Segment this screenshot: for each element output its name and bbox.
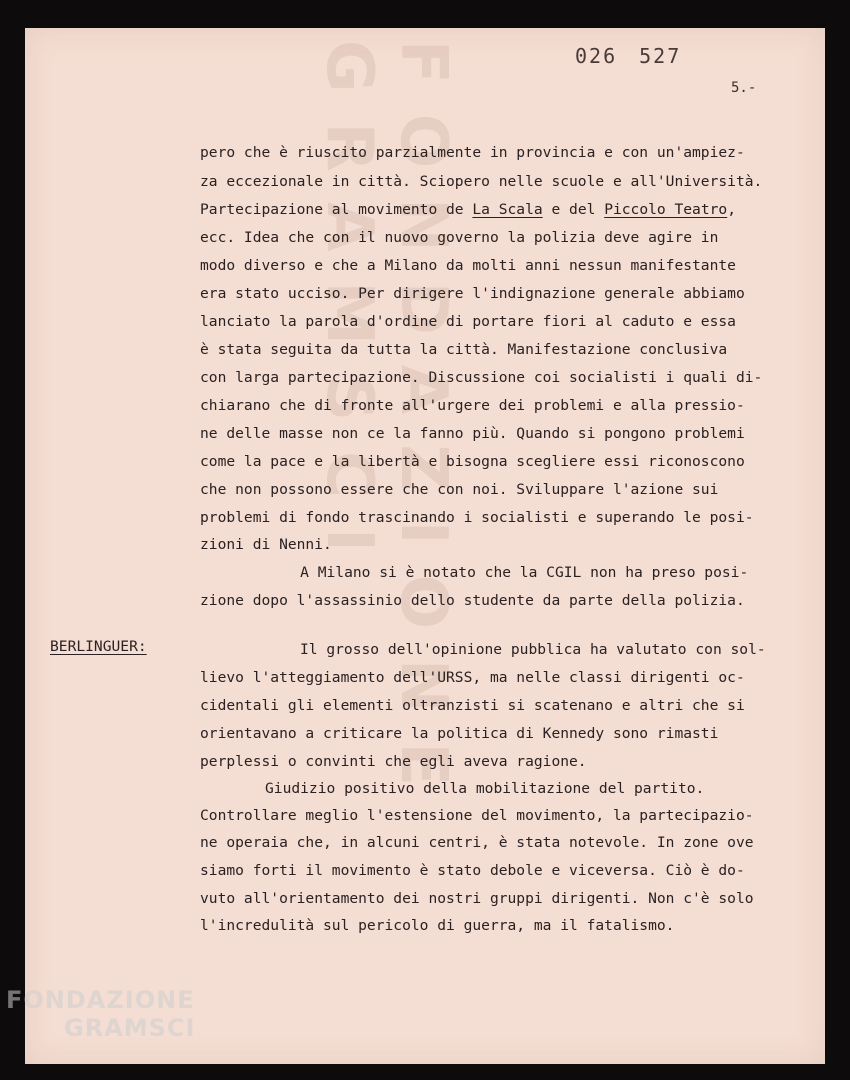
text-line: ecc. Idea che con il nuovo governo la polizia deve agire in (200, 229, 719, 246)
text-line: ne operaia che, in alcuni centri, è stata notevole. In zone ove (200, 834, 754, 851)
watermark: FONDAZIONE GRAMSCI (312, 40, 460, 817)
archive-number-a: 026 (575, 44, 618, 68)
text-line: come la pace e la libertà e bisogna scegliere essi riconoscono (200, 453, 745, 470)
text-line: siamo forti il movimento è stato debole e viceversa. Ciò è do- (200, 862, 745, 879)
text-line: pero che è riuscito parzialmente in provincia e con un'ampiez- (200, 144, 745, 161)
logo-line-1: FONDAZIONE (6, 986, 195, 1014)
text-line: A Milano si è notato che la CGIL non ha preso posi- (265, 564, 749, 581)
text-segment: Partecipazione al movimento de (200, 201, 473, 218)
text-line: con larga partecipazione. Discussione coi socialisti i quali di- (200, 369, 763, 386)
text-line: lievo l'atteggiamento dell'URSS, ma nelle classi dirigenti oc- (200, 669, 745, 686)
text-line: zione dopo l'assassinio dello studente da parte della polizia. (200, 592, 745, 609)
page-number: 5.- (731, 80, 757, 96)
text-line: lanciato la parola d'ordine di portare fiori al caduto e essa (200, 313, 736, 330)
text-line: zioni di Nenni. (200, 536, 332, 553)
text-line: modo diverso e che a Milano da molti anni nessun manifestante (200, 257, 736, 274)
text-line: chiarano che di fronte all'urgere dei problemi e alla pressio- (200, 397, 745, 414)
text-line: orientavano a criticare la politica di Kennedy sono rimasti (200, 725, 719, 742)
text-line: problemi di fondo trascinando i socialisti e superando le posi- (200, 509, 754, 526)
text-line: Il grosso dell'opinione pubblica ha valutato con sol- (300, 641, 766, 658)
text-line: perplessi o convinti che egli aveva ragione. (200, 753, 587, 770)
text-line: vuto all'orientamento dei nostri gruppi dirigenti. Non c'è solo (200, 890, 754, 907)
text-line: cidentali gli elementi oltranzisti si scatenano e altri che si (200, 697, 745, 714)
text-line: l'incredulità sul pericolo di guerra, ma il fatalismo. (200, 917, 675, 934)
logo-line-2: GRAMSCI (64, 1014, 196, 1042)
text-line: Giudizio positivo della mobilitazione del partito. (265, 780, 705, 797)
text-line: ne delle masse non ce la fanno più. Quando si pongono problemi (200, 425, 745, 442)
fondazione-gramsci-logo (6, 986, 195, 1042)
text-line: era stato ucciso. Per dirigere l'indignazione generale abbiamo (200, 285, 745, 302)
text-line: che non possono essere che con noi. Sviluppare l'azione sui (200, 481, 719, 498)
archive-number-b: 527 (639, 44, 682, 68)
archive-number (575, 44, 703, 68)
underlined-piccolo-teatro: Piccolo Teatro (604, 201, 728, 218)
text-line: za eccezionale in città. Sciopero nelle scuole e all'Università. (200, 173, 763, 190)
underlined-la-scala: La Scala (472, 201, 543, 218)
text-segment: e del (542, 201, 605, 218)
text-line: è stata seguita da tutta la città. Manifestazione conclusiva (200, 341, 728, 358)
text-line: Controllare meglio l'estensione del movimento, la partecipazio- (200, 807, 754, 824)
text-line-with-underlines (200, 200, 736, 220)
text-segment: , (727, 201, 736, 218)
speaker-label: BERLINGUER: (50, 638, 147, 655)
